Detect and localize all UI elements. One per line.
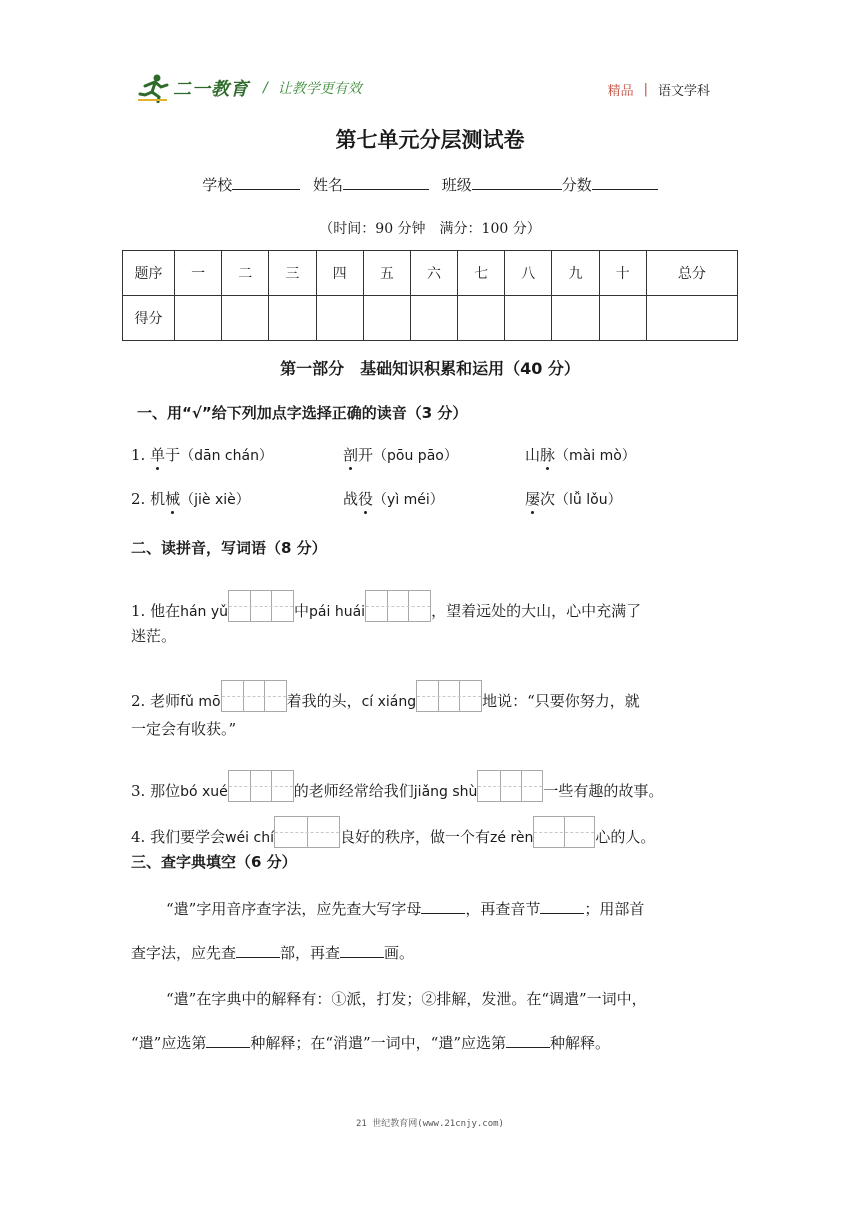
name-label: 姓名	[312, 176, 343, 194]
tag-premium: 精品	[607, 84, 634, 99]
paragraph-text: 画。	[384, 944, 415, 962]
page-footer: 21 世纪教育网(www.21cnjy.com)	[356, 1119, 504, 1129]
pinyin: wéi chí	[225, 830, 274, 846]
class-blank[interactable]	[472, 175, 562, 190]
writing-grid[interactable]	[477, 770, 543, 802]
column-header: 九	[552, 251, 599, 296]
dotted-char: 单	[150, 446, 166, 464]
answer-blank[interactable]	[206, 1033, 250, 1048]
column-header: 总分	[646, 251, 737, 296]
column-header: 三	[269, 251, 316, 296]
sentence-text: 心的人。	[595, 828, 656, 846]
answer-blank[interactable]	[506, 1033, 550, 1048]
score-cell[interactable]	[505, 296, 552, 341]
brand-name: 二一教育	[173, 79, 249, 100]
word-part: 于	[165, 446, 181, 464]
score-cell[interactable]	[458, 296, 505, 341]
column-header: 七	[458, 251, 505, 296]
q1-item	[131, 444, 273, 465]
score-cell[interactable]	[269, 296, 316, 341]
q1-item	[343, 488, 444, 509]
paragraph-text: 种解释；在“消遣”一词中，“遣”应选第	[250, 1034, 507, 1052]
tag-subject: 语文学科	[657, 84, 710, 99]
time-and-score-note: （时间：90 分钟 满分：100 分）	[319, 221, 541, 237]
writing-grid[interactable]	[533, 816, 595, 848]
tag-separator: |	[643, 82, 648, 97]
paragraph-text: ；用部首	[584, 900, 645, 918]
word-part: 开	[358, 446, 374, 464]
sentence-text: 2. 老师	[131, 692, 181, 710]
column-header: 四	[316, 251, 363, 296]
sentence-text: 着我的头，	[286, 692, 362, 710]
paragraph-text: 查字法，应先查	[131, 944, 237, 962]
word-part: 次	[540, 490, 556, 508]
slogan: 让教学更有效	[277, 81, 362, 97]
pinyin: jiǎng shù	[413, 784, 478, 800]
answer-blank[interactable]	[340, 943, 384, 958]
answer-blank[interactable]	[421, 899, 465, 914]
word-part: 山	[525, 446, 541, 464]
page-title: 第七单元分层测试卷	[335, 128, 525, 152]
q1-item	[131, 488, 250, 509]
dotted-char: 械	[165, 490, 181, 508]
score-table	[122, 250, 738, 341]
sentence-text: 的老师经常给我们	[293, 782, 414, 800]
score-label: 分数	[561, 176, 592, 194]
sentence-text: 中	[294, 602, 310, 620]
score-cell[interactable]	[175, 296, 222, 341]
sentence-text: ，望着远处的大山，心中充满了	[431, 602, 642, 620]
writing-grid[interactable]	[274, 816, 340, 848]
writing-grid[interactable]	[416, 680, 482, 712]
sentence-text: 地说：“只要你努力，就	[482, 692, 640, 710]
sentence-text: 1. 他在	[131, 602, 181, 620]
q2-heading: 二、读拼音，写词语（8 分）	[131, 539, 327, 557]
paragraph-text: “遣”字用音序查字法，应先查大写字母	[166, 900, 422, 918]
dotted-char: 剖	[343, 446, 359, 464]
q3-heading: 三、查字典填空（6 分）	[131, 853, 297, 871]
writing-grid[interactable]	[221, 680, 287, 712]
row-label: 题序	[123, 251, 175, 296]
q1-item	[525, 444, 636, 465]
q1-heading: 一、用“√”给下列加点字选择正确的读音（3 分）	[137, 404, 468, 422]
pinyin-options[interactable]: （mài mò）	[555, 448, 636, 464]
word-part: 战	[343, 490, 359, 508]
name-blank[interactable]	[343, 175, 429, 190]
paragraph-text: 部，再查	[280, 944, 341, 962]
score-cell[interactable]	[222, 296, 269, 341]
runner-logo-icon	[137, 73, 171, 103]
score-cell[interactable]	[410, 296, 457, 341]
item-number: 1.	[131, 446, 146, 464]
q1-item	[525, 488, 622, 509]
score-cell[interactable]	[599, 296, 646, 341]
brand-logo	[137, 72, 362, 104]
table-row	[123, 296, 738, 341]
q2-sentence	[131, 590, 641, 622]
item-number: 2.	[131, 490, 146, 508]
subject-tag	[608, 80, 710, 99]
pinyin: hán yǔ	[180, 604, 229, 620]
score-blank[interactable]	[592, 175, 658, 190]
pinyin-options[interactable]: （yì méi）	[373, 492, 444, 508]
writing-grid[interactable]	[365, 590, 431, 622]
writing-grid[interactable]	[228, 590, 294, 622]
q3-line	[131, 1032, 610, 1053]
answer-blank[interactable]	[236, 943, 280, 958]
pinyin: pái huái	[309, 604, 366, 620]
column-header: 十	[599, 251, 646, 296]
column-header: 一	[175, 251, 222, 296]
q2-sentence	[131, 816, 655, 848]
column-header: 二	[222, 251, 269, 296]
column-header: 八	[505, 251, 552, 296]
dotted-char: 役	[358, 490, 374, 508]
pinyin: cí xiáng	[361, 694, 417, 710]
pinyin: fǔ mō	[180, 694, 221, 710]
pinyin: bó xué	[180, 784, 228, 800]
part-heading: 第一部分 基础知识积累和运用（40 分）	[280, 359, 580, 378]
class-label: 班级	[441, 176, 472, 194]
sentence-text: 4. 我们要学会	[131, 828, 226, 846]
score-cell[interactable]	[363, 296, 410, 341]
paragraph-text: 种解释。	[550, 1034, 611, 1052]
column-header: 六	[410, 251, 457, 296]
pinyin-options[interactable]: （pōu pāo）	[373, 448, 458, 464]
word-part: 机	[150, 490, 166, 508]
slogan-divider: /	[263, 80, 268, 96]
dotted-char: 屡	[525, 490, 541, 508]
dotted-char: 脉	[540, 446, 556, 464]
writing-grid[interactable]	[228, 770, 294, 802]
q2-sentence	[131, 770, 663, 802]
column-header: 五	[363, 251, 410, 296]
sentence-text: 一些有趣的故事。	[543, 782, 664, 800]
score-cell[interactable]	[646, 296, 737, 341]
q3-line	[131, 942, 414, 963]
school-blank[interactable]	[232, 175, 300, 190]
q1-item	[343, 444, 458, 465]
q3-line: “遣”在字典中的解释有：①派，打发；②排解，发泄。在“调遣”一词中，	[166, 990, 647, 1008]
pinyin-options[interactable]: （lǚ lǒu）	[555, 492, 622, 508]
table-row	[123, 251, 738, 296]
score-cell[interactable]	[316, 296, 363, 341]
paragraph-text: “遣”应选第	[131, 1034, 207, 1052]
score-cell[interactable]	[552, 296, 599, 341]
pinyin: zé rèn	[489, 830, 534, 846]
sentence-text: 3. 那位	[131, 782, 181, 800]
student-info-line	[0, 174, 860, 195]
paragraph-text: ，再查音节	[465, 900, 541, 918]
school-label: 学校	[202, 176, 233, 194]
pinyin-options[interactable]: （dān chán）	[180, 448, 273, 464]
pinyin-options[interactable]: （jiè xiè）	[180, 492, 250, 508]
q3-line	[166, 898, 644, 919]
q2-sentence-cont: 迷茫。	[131, 627, 177, 645]
q2-sentence-cont: 一定会有收获。”	[131, 720, 237, 738]
row-label: 得分	[123, 296, 175, 341]
sentence-text: 良好的秩序，做一个有	[339, 828, 490, 846]
q2-sentence	[131, 680, 640, 712]
answer-blank[interactable]	[540, 899, 584, 914]
